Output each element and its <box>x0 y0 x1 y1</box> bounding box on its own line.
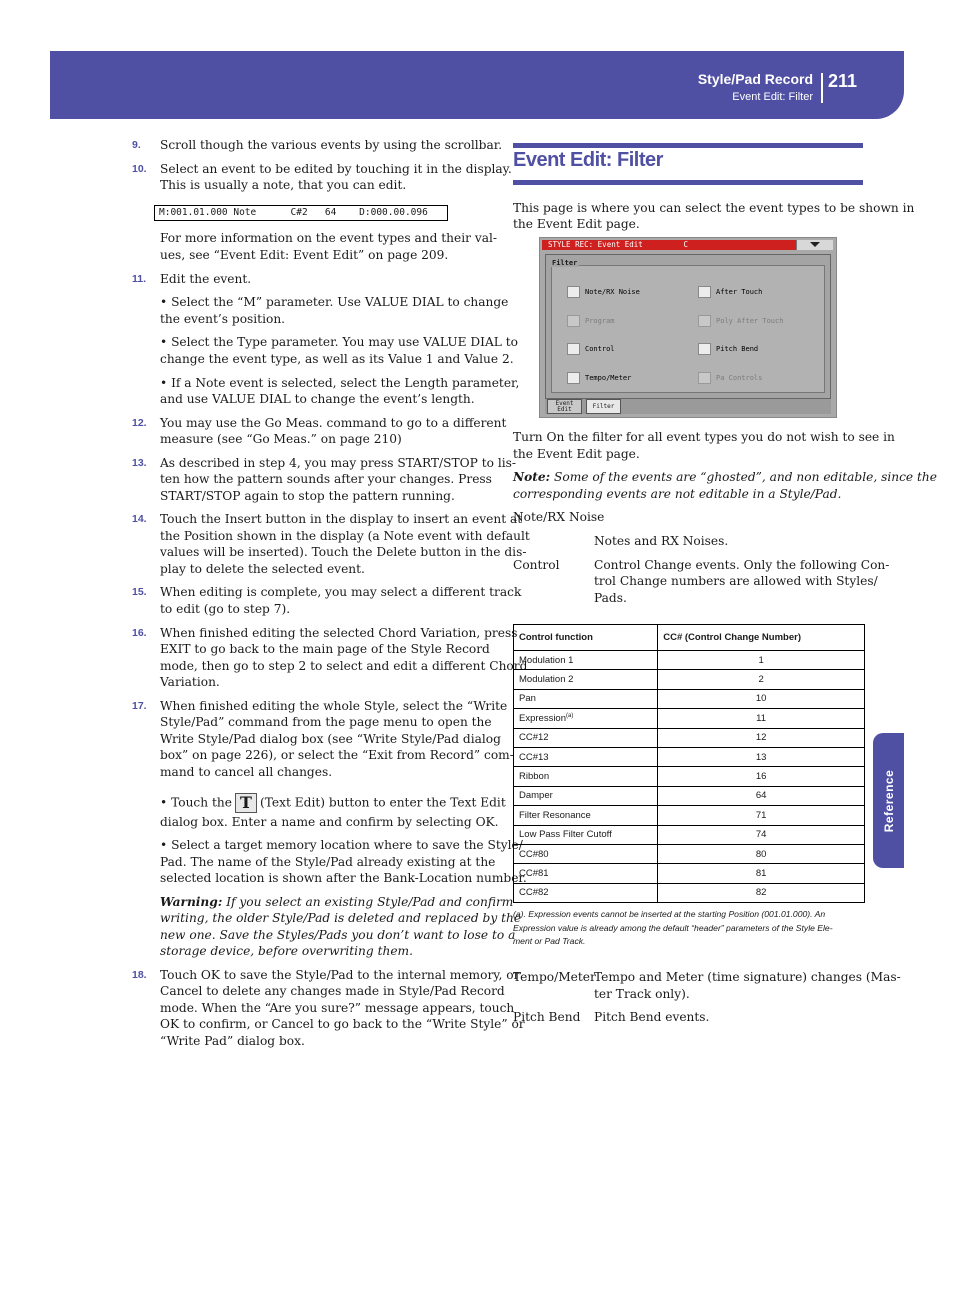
table-row: Modulation 2 2 <box>514 670 865 689</box>
bullet-text: change the event type, as well as its Value 1 and Value 2. <box>160 352 514 366</box>
screen-title-bar: STYLE REC: Event Edit C <box>542 240 796 250</box>
definition-term: Tempo/Meter <box>513 970 596 984</box>
filter-panel <box>545 254 831 399</box>
bullet-text: Pad. The name of the Style/Pad already existing at the <box>160 855 496 869</box>
filter-checkbox-note-rx-noise[interactable] <box>567 286 580 298</box>
table-row: Filter Resonance 71 <box>514 806 865 825</box>
tab-filter[interactable]: Filter <box>586 399 621 414</box>
filter-label: After Touch <box>716 288 763 296</box>
filter-checkbox-pa-controls <box>698 372 711 384</box>
step-text: You may use the Go Meas. command to go to a different <box>160 416 507 430</box>
warning-text: Warning: If you select an existing Style/Pad and confirm <box>160 895 514 909</box>
text-edit-icon: T <box>235 793 257 813</box>
step-text: When finished editing the selected Chord Variation, press <box>160 626 518 640</box>
step-number: 10. <box>132 163 147 175</box>
title-rule-top <box>513 143 863 148</box>
step-text: When finished editing the whole Style, select the “Write <box>160 699 508 713</box>
step-text: mode. When the “Are you sure?” message appears, touch <box>160 1001 515 1015</box>
filter-checkbox-after-touch[interactable] <box>698 286 711 298</box>
reference-side-tab[interactable] <box>873 733 904 868</box>
page-menu-button[interactable] <box>796 240 833 250</box>
step-text: EXIT to go back to the main page of the Style Record <box>160 642 490 656</box>
filter-label: Pa Controls <box>716 374 763 382</box>
step-text: Variation. <box>160 675 220 689</box>
tab-event-edit[interactable]: Event Edit <box>547 399 582 414</box>
table-row: CC#12 12 <box>514 728 865 747</box>
step-text: mand to cancel all changes. <box>160 765 333 779</box>
header-divider <box>821 73 823 103</box>
bullet-text: the event’s position. <box>160 312 286 326</box>
step-text: Select an event to be edited by touching it in the display. <box>160 162 512 176</box>
step-text: measure (see “Go Meas.” on page 210) <box>160 432 402 446</box>
table-row: Modulation 1 1 <box>514 651 865 670</box>
bullet-text: • Select a target memory location where to save the Style/ <box>160 838 523 852</box>
filter-checkbox-program <box>567 315 580 327</box>
table-row: CC#80 80 <box>514 844 865 863</box>
step-text: Touch OK to save the Style/Pad to the internal memory, or <box>160 968 520 982</box>
definition-desc: Tempo and Meter (time signature) changes (Mas- <box>594 970 901 984</box>
filter-label: Pitch Bend <box>716 345 759 353</box>
table-row: CC#13 13 <box>514 747 865 766</box>
filter-panel-label: Filter <box>552 259 578 267</box>
step-number: 18. <box>132 969 147 981</box>
step-text: OK to confirm, or Cancel to go back to the “Write Style” or <box>160 1017 525 1031</box>
table-row: CC#81 81 <box>514 864 865 883</box>
step-number: 12. <box>132 417 147 429</box>
body-text: Turn On the filter for all event types you do not wish to see in <box>513 430 895 444</box>
title-rule-bottom <box>513 180 863 185</box>
step-text: ten how the pattern sounds after your changes. Press <box>160 472 492 486</box>
definition-term: Pitch Bend <box>513 1010 581 1024</box>
definition-term: Control <box>513 558 560 572</box>
section-title: Event Edit: Filter <box>513 149 663 171</box>
filter-label: Program <box>585 317 615 325</box>
bullet-text: • Select the Type parameter. You may use VALUE DIAL to <box>160 335 518 349</box>
step-text: Cancel to delete any changes made in Style/Pad Record <box>160 984 505 998</box>
filter-screen <box>539 237 837 418</box>
step-text: play to delete the selected event. <box>160 562 365 576</box>
table-header-row <box>514 625 865 651</box>
warning-text: storage device, before overwriting them. <box>160 944 413 958</box>
bullet-text: dialog box. Enter a name and confirm by selecting OK. <box>160 815 499 829</box>
filter-checkbox-poly-after-touch <box>698 315 711 327</box>
filter-label: Note/RX Noise <box>585 288 640 296</box>
bullet-text: • Select the “M” parameter. Use VALUE DIAL to change <box>160 295 509 309</box>
body-text: the Event Edit page. <box>513 217 640 231</box>
step-text: “Write Pad” dialog box. <box>160 1034 305 1048</box>
step-number: 17. <box>132 700 147 712</box>
definition-desc: Pads. <box>594 591 627 605</box>
definition-desc: Pitch Bend events. <box>594 1010 710 1024</box>
bullet-text: and use VALUE DIAL to change the event’s length. <box>160 392 475 406</box>
step-text: box” on page 226), or select the “Exit from Record” com- <box>160 748 514 762</box>
filter-label: Poly After Touch <box>716 317 784 325</box>
step-number: 15. <box>132 586 147 598</box>
table-header: Control function <box>514 625 658 651</box>
table-row: Expression$^{(a)}$ 11 <box>514 709 865 728</box>
step-number: 11. <box>132 273 147 285</box>
table-row: Damper 64 <box>514 786 865 805</box>
step-text: When editing is complete, you may select a different track <box>160 585 522 599</box>
page-header <box>50 51 904 119</box>
body-text: This page is where you can select the event types to be shown in <box>513 201 915 215</box>
definition-desc: Notes and RX Noises. <box>594 534 729 548</box>
step-text: START/STOP again to stop the pattern running. <box>160 489 455 503</box>
warning-text: new one. Save the Styles/Pads you don’t want to lose to a <box>160 928 516 942</box>
definition-term: Note/RX Noise <box>513 510 605 524</box>
definition-desc: Control Change events. Only the following Con- <box>594 558 890 572</box>
step-number: 13. <box>132 457 147 469</box>
filter-checkbox-control[interactable] <box>567 343 580 355</box>
table-row: CC#82 82 <box>514 883 865 902</box>
chevron-down-icon <box>810 242 820 247</box>
warning-label: Warning: <box>160 895 223 909</box>
step-text: As described in step 4, you may press START/STOP to lis- <box>160 456 516 470</box>
filter-label: Control <box>585 345 615 353</box>
table-header: CC# (Control Change Number) <box>658 625 865 651</box>
step-text: the Position shown in the display (a Note event with default <box>160 529 530 543</box>
footnote-marker: (a) <box>566 712 574 719</box>
table-row: Pan 10 <box>514 689 865 708</box>
header-subsection-title: Event Edit: Filter <box>732 91 813 103</box>
step-text: Edit the event. <box>160 272 252 286</box>
step-text: Write Style/Pad dialog box (see “Write Style/Pad dialog <box>160 732 501 746</box>
screen-tab-bar <box>545 399 831 414</box>
filter-group <box>551 265 825 393</box>
step-text: Style/Pad” command from the page menu to open the <box>160 715 492 729</box>
bullet-text: • If a Note event is selected, select the Length parameter, <box>160 376 520 390</box>
definition-desc: trol Change numbers are allowed with Styles/ <box>594 574 878 588</box>
step-number: 9. <box>132 139 141 151</box>
body-text: the Event Edit page. <box>513 447 640 461</box>
filter-label: Tempo/Meter <box>585 374 632 382</box>
bullet-text: selected location is shown after the Bank-Location number. <box>160 871 527 885</box>
step-text: This is usually a note, that you can edit. <box>160 178 407 192</box>
step-text: to edit (go to step 7). <box>160 602 291 616</box>
table-row: Low Pass Filter Cutoff 74 <box>514 825 865 844</box>
bullet-text: • Touch the T (Text Edit) button to enter the Text Edit <box>160 793 506 812</box>
table-row: Ribbon 16 <box>514 767 865 786</box>
step-number: 16. <box>132 627 147 639</box>
body-text: ues, see “Event Edit: Event Edit” on page 209. <box>160 248 449 262</box>
note-text: corresponding events are not editable in a Style/Pad. <box>513 487 842 501</box>
filter-checkbox-tempo-meter[interactable] <box>567 372 580 384</box>
step-text: mode, then go to step 2 to select and edit a different Chord <box>160 659 528 673</box>
step-text: values will be inserted). Touch the Delete button in the dis- <box>160 545 527 559</box>
step-text: Scroll though the various events by using the scrollbar. <box>160 138 503 152</box>
definition-desc: ter Track only). <box>594 987 690 1001</box>
filter-checkbox-pitch-bend[interactable] <box>698 343 711 355</box>
body-text: For more information on the event types and their val- <box>160 231 498 245</box>
note-label: Note: <box>513 470 551 484</box>
side-tab-label: Reference <box>881 769 896 832</box>
step-number: 14. <box>132 513 147 525</box>
note-text: Note: Some of the events are “ghosted”, and non editable, since the <box>513 470 937 484</box>
control-change-table <box>513 624 865 903</box>
event-display-line: M:001.01.000 Note C#2 64 D:000.00.096 <box>154 205 448 221</box>
page-number: 211 <box>828 71 858 91</box>
table-footnote: (a). Expression events cannot be inserted at the starting Position (001.01.000). An Expression value is already among the default “header” parameters of the Style Ele- ment or Pad Track. <box>513 909 833 946</box>
step-text: Touch the Insert button in the display to insert an event at <box>160 512 523 526</box>
header-section-title: Style/Pad Record <box>697 71 813 87</box>
warning-text: writing, the older Style/Pad is deleted and replaced by the <box>160 911 522 925</box>
